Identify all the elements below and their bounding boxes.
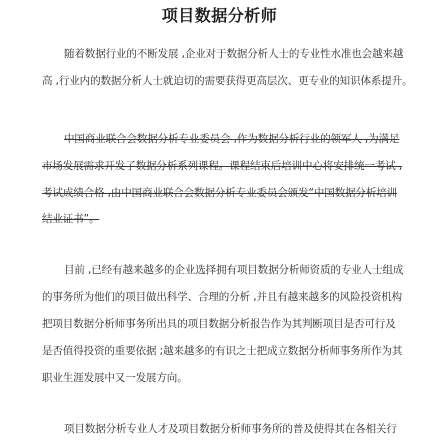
paragraph-2-line-2: 市场发展需求开发了数据分析系列课程。课程结束后培训中心将安排统一考试 , [42,160,403,172]
paragraph-4-line-1: 项目数据分析专业人才及项目数据分析师事务所的普及使得其在各相关行 [64,423,397,435]
paragraph-3-line-3: 把项目数据分析师事务所出具的项目数据分析报告作为其判断项目是否可行及 [42,318,396,330]
paragraph-2-line-1: 中国商业联合会数据分析专业委员会 ,作为数据分析行业的领军人 ,为满足 [64,133,400,145]
page-title: 项目数据分析师 [161,6,278,25]
paragraph-1-line-2: 高 ,行业内的数据分析人士就迫切的需要获得更高层次、更专业的知识体系提升。 [42,75,413,87]
paragraph-2-line-3: 考试成绩合格 ,由中国商业联合会数据分析专业委员会颁发“中国数据分析培训 [42,187,398,199]
paragraph-2-line-4: 结业证书”。 [42,213,100,225]
paragraph-3-line-2: 的事务所为他们的项目做出科学、合理的分析 ,并且有越来越多的风险投资机构 [42,291,403,303]
paragraph-1-line-1: 随着数据行业的不断发展 ,企业对于数据分析人士的专业性水准也会越来越 [64,48,404,60]
paragraph-3-line-1: 目前 ,已经有越来越多的企业选择拥有项目数据分析师资质的专业人士组成 [64,264,404,276]
paragraph-3-line-4: 是否值得投资的重要依据 ;越来越多的有识之士把成立数据分析师事务所作为其 [42,345,403,357]
paragraph-3-line-5: 职业生涯发展中又一发展方向。 [42,372,188,384]
